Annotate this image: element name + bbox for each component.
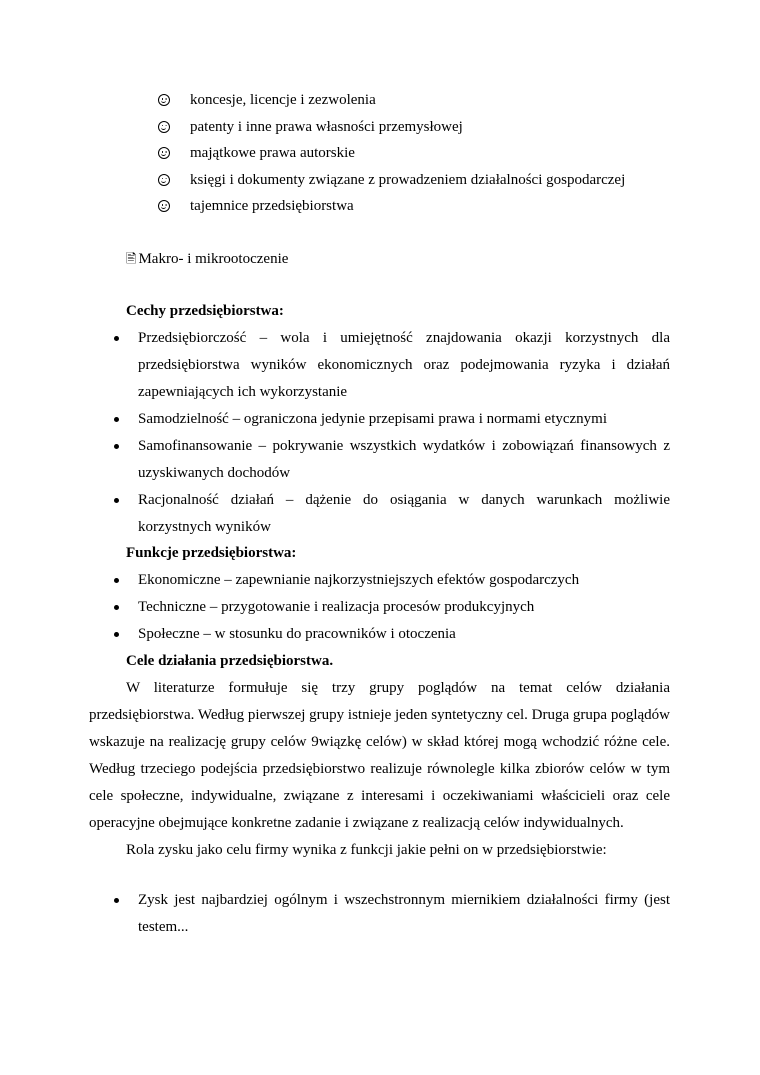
list-item: Racjonalność działań – dążenie do osiągania w danych warunkach możliwie korzystnych wyników (112, 487, 670, 541)
list-item: Zysk jest najbardziej ogólnym i wszechstronnym miernikiem działalności firmy (jest testem... (112, 887, 670, 941)
cechy-heading: Cechy przedsiębiorstwa: (126, 303, 284, 319)
document-icon: 🖹 (126, 251, 137, 266)
list-item: księgi i dokumenty związane z prowadzeniem działalności gospodarczej (158, 167, 625, 194)
smiley-icon (158, 121, 170, 133)
paragraph: W literaturze formułuje się trzy grupy poglądów na temat celów działania przedsiębiorstwa. Według pierwszej grupy istnieje jeden syntetyczny cel. Druga grupa poglądów wskazuje na realizację grupy celów 9wiązkę celów) w skład której mogą wchodzić różne cele. Według trzeciego podejścia przedsiębiorstwo realizuje równolegle kilka zbiorów celów w tym cele społeczne, indywidualne, związane z interesami i oczekiwaniami właścicieli oraz cele operacyjne obejmujące konkretne zadanie i związane z realizacją celów indywidualnych. (89, 680, 670, 831)
smiley-icon (158, 174, 170, 186)
list-item: Samodzielność – ograniczona jedynie przepisami prawa i normami etycznymi (112, 406, 670, 433)
smiley-icon (158, 147, 170, 159)
cele-list (112, 887, 670, 941)
smiley-icon (158, 94, 170, 106)
funkcje-heading: Funkcje przedsiębiorstwa: (126, 545, 297, 561)
list-item: Samofinansowanie – pokrywanie wszystkich wydatków i zobowiązań finansowych z uzyskiwanych dochodów (112, 433, 670, 487)
list-item: Techniczne – przygotowanie i realizacja procesów produkcyjnych (112, 594, 670, 621)
document-note (126, 245, 288, 273)
list-item: Ekonomiczne – zapewnianie najkorzystniejszych efektów gospodarczych (112, 567, 670, 594)
document-note-text: Makro- i mikrootoczenie (138, 251, 289, 267)
list-item: Społeczne – w stosunku do pracowników i otoczenia (112, 621, 670, 648)
paragraph: Rola zysku jako celu firmy wynika z funkcji jakie pełni on w przedsiębiorstwie: (126, 842, 607, 858)
list-item: patenty i inne prawa własności przemysłowej (158, 114, 625, 141)
cele-heading: Cele działania przedsiębiorstwa. (126, 653, 334, 669)
cechy-list (112, 325, 670, 541)
list-item: tajemnice przedsiębiorstwa (158, 193, 625, 220)
funkcje-list (112, 567, 670, 648)
list-item: Przedsiębiorczość – wola i umiejętność znajdowania okazji korzystnych dla przedsiębiorstwa wyników ekonomicznych oraz podejmowania ryzyka i działań zapewniających ich wykorzystanie (112, 325, 670, 406)
smiley-list (158, 87, 625, 220)
smiley-icon (158, 200, 170, 212)
list-item: koncesje, licencje i zezwolenia (158, 87, 625, 114)
list-item: majątkowe prawa autorskie (158, 140, 625, 167)
cele-text (89, 675, 670, 864)
